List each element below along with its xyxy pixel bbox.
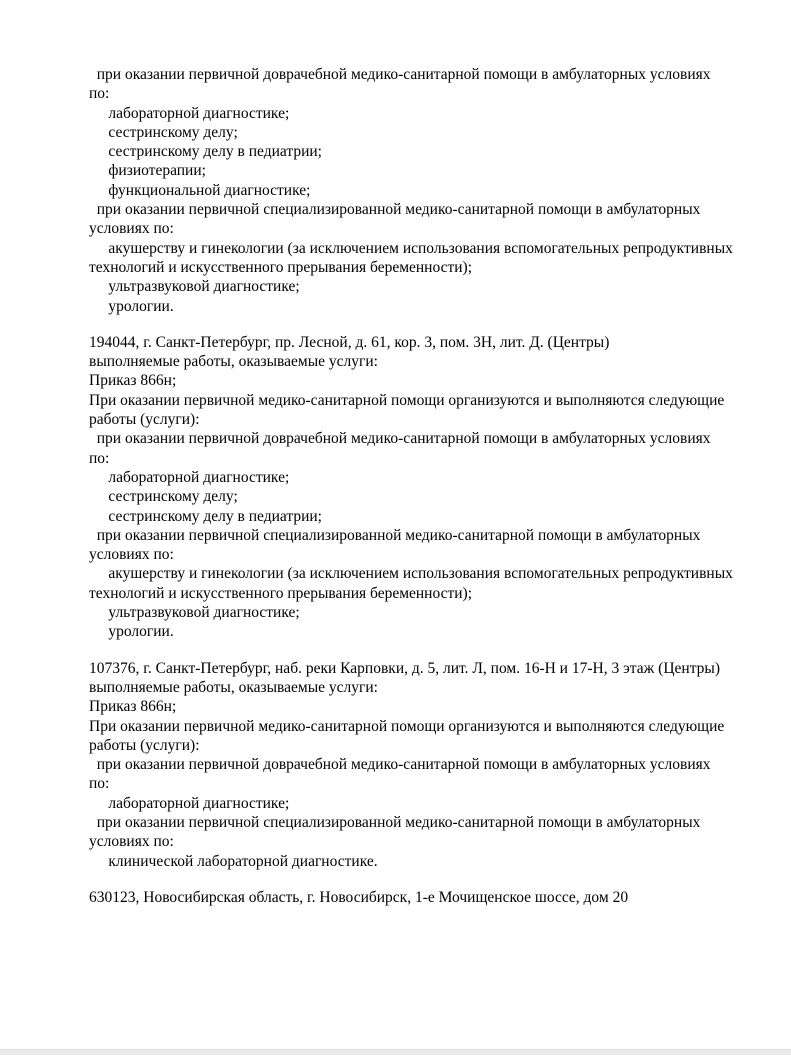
text-line: лабораторной диагностике; — [89, 794, 290, 812]
text-line: выполняемые работы, оказываемые услуги: — [89, 678, 378, 696]
text-line: при оказании первичной доврачебной медико-санитарной помощи в амбулаторных условиях — [89, 756, 711, 774]
text-line: при оказании первичной доврачебной медико-санитарной помощи в амбулаторных условиях — [89, 430, 711, 448]
services-list-continued — [89, 65, 761, 316]
text-line: работы (услуги): — [89, 411, 200, 429]
text-line: работы (услуги): — [89, 736, 200, 754]
text-line: функциональной диагностике; — [89, 181, 311, 199]
text-line: технологий и искусственного прерывания беременности); — [89, 584, 473, 602]
text-line: 194044, г. Санкт-Петербург, пр. Лесной, д. 61, кор. 3, пом. 3Н, лит. Д. (Центры) — [89, 333, 610, 351]
text-line: условиях по: — [89, 220, 174, 238]
text-line: 630123, Новосибирская область, г. Новосибирск, 1-е Мочищенское шоссе, дом 20 — [89, 888, 629, 906]
text-line: лабораторной диагностике; — [89, 468, 290, 486]
text-line: технологий и искусственного прерывания беременности); — [89, 258, 473, 276]
text-line: сестринскому делу; — [89, 488, 238, 506]
text-line: по: — [89, 775, 110, 793]
horizontal-scrollbar-track[interactable] — [0, 1049, 791, 1055]
text-line: Приказ 866н; — [89, 698, 177, 716]
text-line: физиотерапии; — [89, 162, 206, 180]
text-line: при оказании первичной специализированной медико-санитарной помощи в амбулаторных — [89, 526, 701, 544]
text-line: ультразвуковой диагностике; — [89, 278, 300, 296]
text-line: по: — [89, 85, 110, 103]
text-line: по: — [89, 449, 110, 467]
text-line: сестринскому делу в педиатрии; — [89, 507, 322, 525]
address-block-630123 — [89, 888, 761, 907]
text-line: сестринскому делу в педиатрии; — [89, 143, 322, 161]
text-line: При оказании первичной медико-санитарной помощи организуются и выполняются следующие — [89, 717, 725, 735]
text-line: урологии. — [89, 623, 174, 641]
address-block-107376 — [89, 659, 761, 871]
text-line: условиях по: — [89, 546, 174, 564]
text-line: клинической лабораторной диагностике. — [89, 852, 378, 870]
text-line: выполняемые работы, оказываемые услуги: — [89, 353, 378, 371]
text-line: при оказании первичной специализированной медико-санитарной помощи в амбулаторных — [89, 201, 701, 219]
text-line: акушерству и гинекологии (за исключением использования вспомогательных репродуктивных — [89, 565, 733, 583]
address-block-194044 — [89, 333, 761, 642]
text-line: условиях по: — [89, 833, 174, 851]
text-line: При оказании первичной медико-санитарной помощи организуются и выполняются следующие — [89, 391, 725, 409]
text-line: урологии. — [89, 297, 174, 315]
text-line: 107376, г. Санкт-Петербург, наб. реки Карповки, д. 5, лит. Л, пом. 16-Н и 17-Н, 3 этаж (Центры) — [89, 659, 720, 677]
text-line: при оказании первичной специализированной медико-санитарной помощи в амбулаторных — [89, 813, 701, 831]
text-line: Приказ 866н; — [89, 372, 177, 390]
text-line: при оказании первичной доврачебной медико-санитарной помощи в амбулаторных условиях — [89, 66, 711, 83]
text-line: лабораторной диагностике; — [89, 104, 290, 122]
text-line: ультразвуковой диагностике; — [89, 604, 300, 622]
text-line: акушерству и гинекологии (за исключением использования вспомогательных репродуктивных — [89, 239, 733, 257]
text-line: сестринскому делу; — [89, 123, 238, 141]
